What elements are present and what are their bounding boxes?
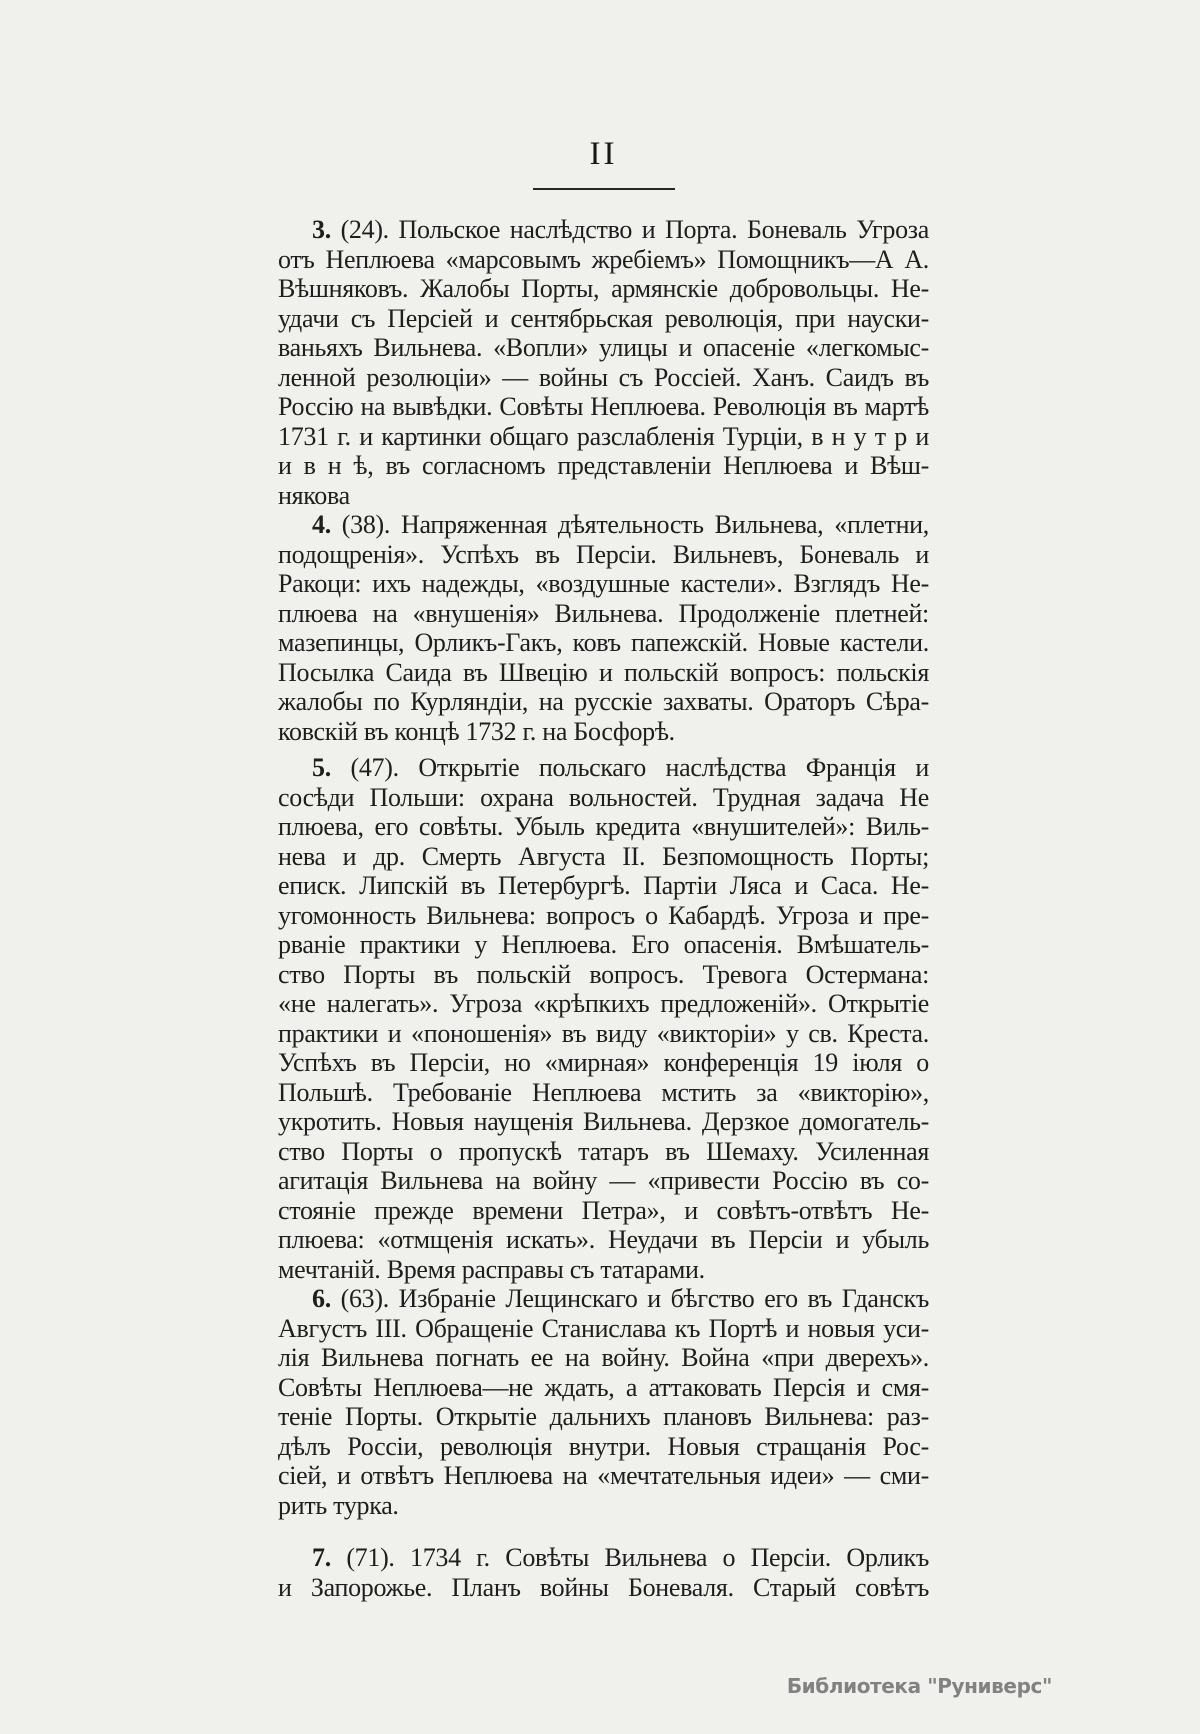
text-line: «не налегать». Угроза «крѣпкихъ предложеній». Открытіе [278, 989, 929, 1018]
text-line: Августъ III. Обращеніе Станислава къ Портѣ и новыя уси- [278, 1313, 929, 1343]
text-line: 1731 г. и картинки общаго разслабленія Турціи, в н у т р и [278, 421, 929, 451]
text-line: някова [278, 480, 350, 510]
text-line: еписк. Липскій въ Петербургѣ. Партіи Ляса и Саса. Не- [278, 871, 929, 900]
toc-paragraph [278, 1284, 929, 1520]
toc-paragraph [278, 215, 929, 510]
text-line: нева и др. Смерть Августа II. Безпомощность Порты; [278, 841, 929, 871]
toc-paragraph [278, 510, 929, 746]
text-line: ваньяхъ Вильнева. «Вопли» улицы и опасеніе «легкомыс- [278, 333, 929, 362]
text-line: ковскій въ концѣ 1732 г. на Босфорѣ. [278, 716, 675, 746]
text-line: подощренія». Успѣхъ въ Персіи. Вильневъ, Боневаль и [278, 539, 929, 569]
text-line: ство Порты о пропускѣ татаръ въ Шемаху. Усиленная [278, 1136, 929, 1166]
text-line: 3. (24). Польское наслѣдство и Порта. Боневаль Угроза [312, 215, 929, 244]
text-line: Россію на вывѣдки. Совѣты Неплюева. Революція въ мартѣ [278, 392, 929, 421]
text-line: ство Порты въ польскій вопросъ. Тревога Остермана: [278, 959, 929, 989]
text-line: практики и «поношенія» въ виду «викторіи» у св. Креста. [278, 1018, 929, 1048]
text-line: дѣлъ Россіи, революція внутри. Новыя стращанія Рос- [278, 1431, 929, 1461]
toc-paragraph [278, 753, 929, 1284]
text-line: 4. (38). Напряженная дѣятельность Вильнева, «плетни, [312, 510, 929, 539]
text-line: Польшѣ. Требованіе Неплюева мстить за «викторію», [278, 1077, 929, 1107]
chapter-heading: II [589, 136, 618, 172]
text-line: мечтаній. Время расправы съ татарами. [278, 1254, 705, 1284]
text-line: и в н ѣ, въ согласномъ представленіи Неплюева и Вѣш- [278, 451, 929, 480]
text-line: плюева на «внушенія» Вильнева. Продолженіе плетней: [278, 598, 929, 628]
text-line: Ракоци: ихъ надежды, «воздушные кастели». Взглядъ Не- [278, 569, 929, 598]
paragraph-number: 6. [312, 1284, 331, 1313]
text-line: сіей, и отвѣтъ Неплюева на «мечтательныя идеи» — сми- [278, 1461, 929, 1490]
text-line: плюева: «отмщенія искать». Неудачи въ Персіи и убыль [278, 1225, 929, 1254]
paragraph-number: 3. [312, 215, 331, 244]
text-line: лія Вильнева погнать ее на войну. Война «при дверехъ». [278, 1343, 929, 1372]
text-line: укротить. Новыя наущенія Вильнева. Дерзкое домогатель- [278, 1107, 929, 1136]
text-line: плюева, его совѣты. Убыль кредита «внушителей»: Виль- [278, 812, 929, 841]
toc-paragraphs [278, 215, 929, 1602]
text-line: 5. (47). Открытіе польскаго наслѣдства Франція и [312, 753, 929, 782]
library-watermark: Библиотека "Руниверс" [786, 1674, 1052, 1698]
text-line: угомонность Вильнева: вопросъ о Кабардѣ. Угроза и пре- [278, 900, 929, 930]
text-line: Успѣхъ въ Персіи, но «мирная» конференція 19 іюля о [278, 1048, 929, 1077]
text-line: 7. (71). 1734 г. Совѣты Вильнева о Персіи. Орликъ [312, 1543, 929, 1572]
toc-paragraph [278, 1543, 929, 1602]
text-line: рить турка. [278, 1490, 399, 1520]
heading-rule [533, 188, 675, 190]
text-line: Совѣты Неплюева—не ждать, а аттаковать Персія и смя- [278, 1372, 929, 1402]
text-line: отъ Неплюева «марсовымъ жребіемъ» Помощникъ—А А. [278, 244, 929, 274]
paragraph-number: 5. [312, 753, 331, 782]
text-line: жалобы по Курляндіи, на русскіе захваты. Ораторъ Сѣра- [278, 687, 929, 716]
text-line: Посылка Саида въ Швецію и польскій вопросъ: польскія [278, 657, 929, 687]
text-line: сосѣди Польши: охрана вольностей. Трудная задача Не [278, 782, 929, 812]
text-line: теніе Порты. Открытіе дальнихъ плановъ Вильнева: раз- [278, 1402, 929, 1431]
text-column [278, 136, 929, 1602]
paragraph-number: 4. [312, 510, 331, 539]
paragraph-number: 7. [312, 1543, 331, 1572]
text-line: рваніе практики у Неплюева. Его опасенія. Вмѣшатель- [278, 930, 929, 959]
text-line: и Запорожье. Планъ войны Боневаля. Старый совѣтъ [278, 1572, 929, 1602]
text-line: ленной резолюціи» — войны съ Россіей. Ханъ. Саидъ въ [278, 362, 929, 392]
text-line: агитація Вильнева на войну — «привести Россію въ со- [278, 1166, 929, 1195]
text-line: стояніе прежде времени Петра», и совѣтъ-отвѣтъ Не- [278, 1195, 929, 1225]
text-line: удачи съ Персіей и сентябрьская революція, при науски- [278, 303, 929, 333]
text-line: 6. (63). Избраніе Лещинскаго и бѣгство его въ Гданскъ [312, 1284, 929, 1313]
text-line: Вѣшняковъ. Жалобы Порты, армянскіе добровольцы. Не- [278, 274, 929, 303]
text-line: мазепинцы, Орликъ-Гакъ, ковъ папежскій. Новые кастели. [278, 628, 929, 657]
